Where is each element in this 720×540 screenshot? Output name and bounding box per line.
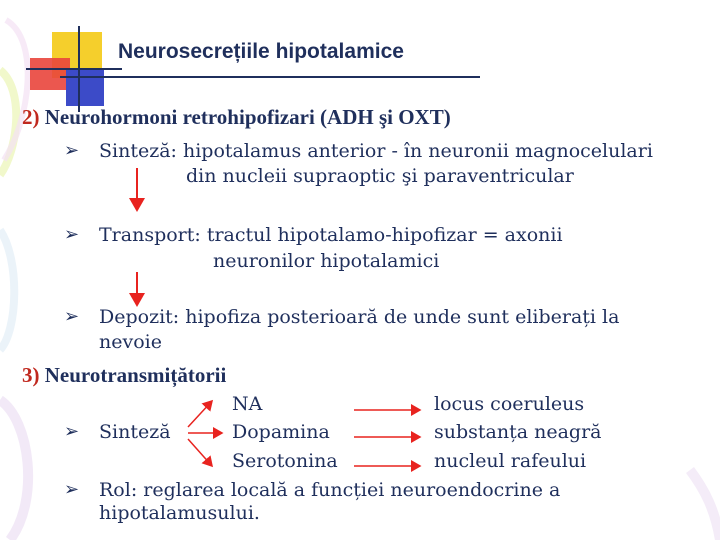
section-2-title: Neurohormoni retrohipofizari (ADH şi OXT) xyxy=(44,105,451,129)
synthesis-line-2: din nucleii supraoptic şi paraventricular xyxy=(186,165,574,187)
slide-title: Neurosecrețiile hipotalamice xyxy=(118,40,404,63)
bullet-arrow-icon: ➢ xyxy=(64,224,80,245)
neurotransmitter-serotonina: Serotonina xyxy=(232,450,338,472)
section-3-title: Neurotransmițătorii xyxy=(44,363,227,387)
location-nucleul-rafeului: nucleul rafeului xyxy=(434,450,587,472)
neurotransmitter-dopamina: Dopamina xyxy=(232,421,330,443)
logo-red-square xyxy=(30,58,70,90)
bullet-arrow-icon: ➢ xyxy=(64,479,80,500)
title-underline xyxy=(60,76,480,78)
section-3-number: 3) xyxy=(22,363,40,387)
branch-arrow-na xyxy=(188,401,212,427)
location-substanta-neagra: substanța neagră xyxy=(434,421,602,443)
bullet-arrow-icon: ➢ xyxy=(64,140,80,161)
section-3-heading xyxy=(22,364,226,386)
logo-horizontal-line xyxy=(26,68,122,70)
role-line-2: hipotalamusului. xyxy=(99,502,260,524)
bullet-arrow-icon: ➢ xyxy=(64,421,80,442)
slide-logo xyxy=(30,32,120,110)
synthesis-line-1: Sinteză: hipotalamus anterior - în neuronii magnocelulari xyxy=(99,140,653,162)
section-2-heading xyxy=(22,106,451,128)
synthesis-label: Sinteză xyxy=(99,421,171,443)
branch-arrow-serotonina xyxy=(188,439,212,466)
section-2-number: 2) xyxy=(22,105,40,129)
location-locus-coeruleus: locus coeruleus xyxy=(434,393,585,415)
deposit-line-2: nevoie xyxy=(99,331,162,353)
role-line-1: Rol: reglarea locală a funcției neuroendocrine a xyxy=(99,479,561,501)
bullet-arrow-icon: ➢ xyxy=(64,306,80,327)
transport-line-2: neuronilor hipotalamici xyxy=(213,250,440,272)
transport-line-1: Transport: tractul hipotalamo-hipofizar = axonii xyxy=(99,224,563,246)
neurotransmitter-na: NA xyxy=(232,393,263,415)
deposit-line-1: Depozit: hipofiza posterioară de unde sunt eliberați la xyxy=(99,306,620,328)
